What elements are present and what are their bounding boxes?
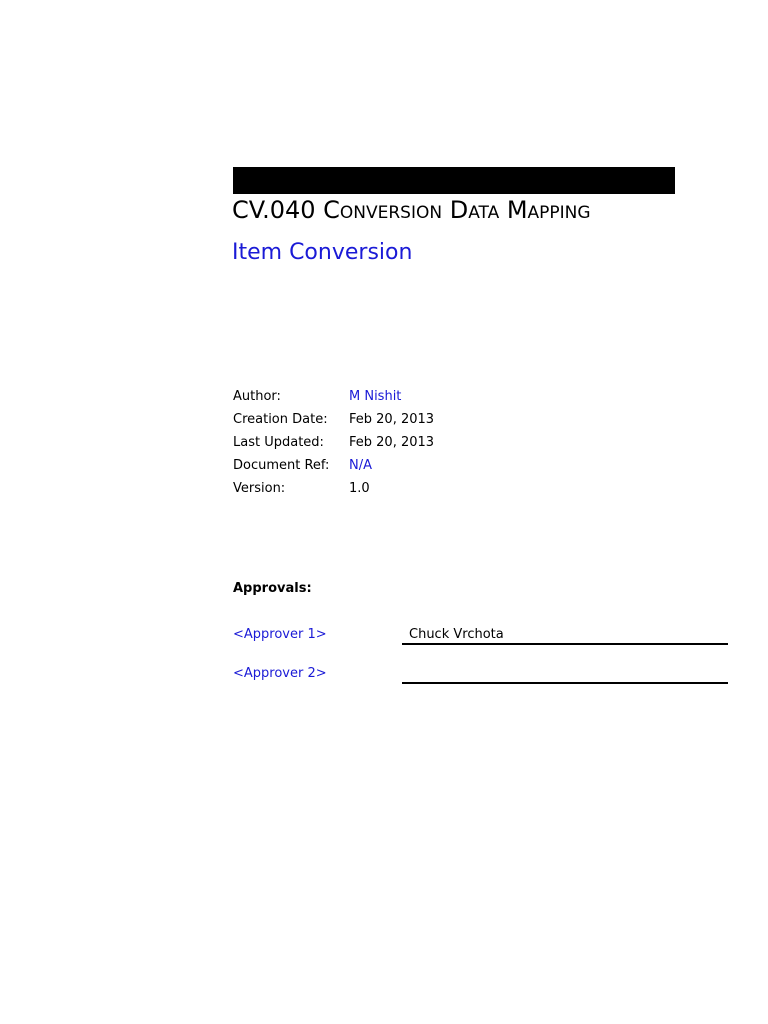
- approvals-heading: Approvals:: [233, 581, 312, 596]
- approver-1-signature-line[interactable]: [402, 624, 728, 645]
- meta-row-document-ref: [233, 454, 434, 477]
- approver-1-name: Chuck Vrchota: [409, 627, 504, 642]
- version-value: 1.0: [349, 481, 370, 496]
- creation-date-value: Feb 20, 2013: [349, 412, 435, 427]
- meta-row-creation-date: [233, 408, 434, 431]
- approver-1-label: <Approver 1>: [233, 627, 327, 642]
- document-subtitle: Item Conversion: [232, 240, 413, 265]
- last-updated-value: Feb 20, 2013: [349, 435, 435, 450]
- approver-2-signature-line[interactable]: [402, 663, 728, 684]
- author-label: Author:: [233, 389, 281, 404]
- title-bar: [233, 167, 675, 194]
- meta-row-author: [233, 385, 434, 408]
- approver-row-2: [233, 663, 728, 685]
- meta-row-version: [233, 477, 434, 500]
- document-title: CV.040 Conversion Data Mapping: [232, 196, 591, 224]
- document-ref-value: N/A: [349, 458, 372, 473]
- version-label: Version:: [233, 481, 286, 496]
- approver-2-label: <Approver 2>: [233, 666, 327, 681]
- approver-row-1: [233, 624, 728, 646]
- author-value: M Nishit: [349, 389, 402, 404]
- creation-date-label: Creation Date:: [233, 412, 328, 427]
- last-updated-label: Last Updated:: [233, 435, 324, 450]
- document-ref-label: Document Ref:: [233, 458, 330, 473]
- meta-row-last-updated: [233, 431, 434, 454]
- document-metadata: [233, 385, 434, 500]
